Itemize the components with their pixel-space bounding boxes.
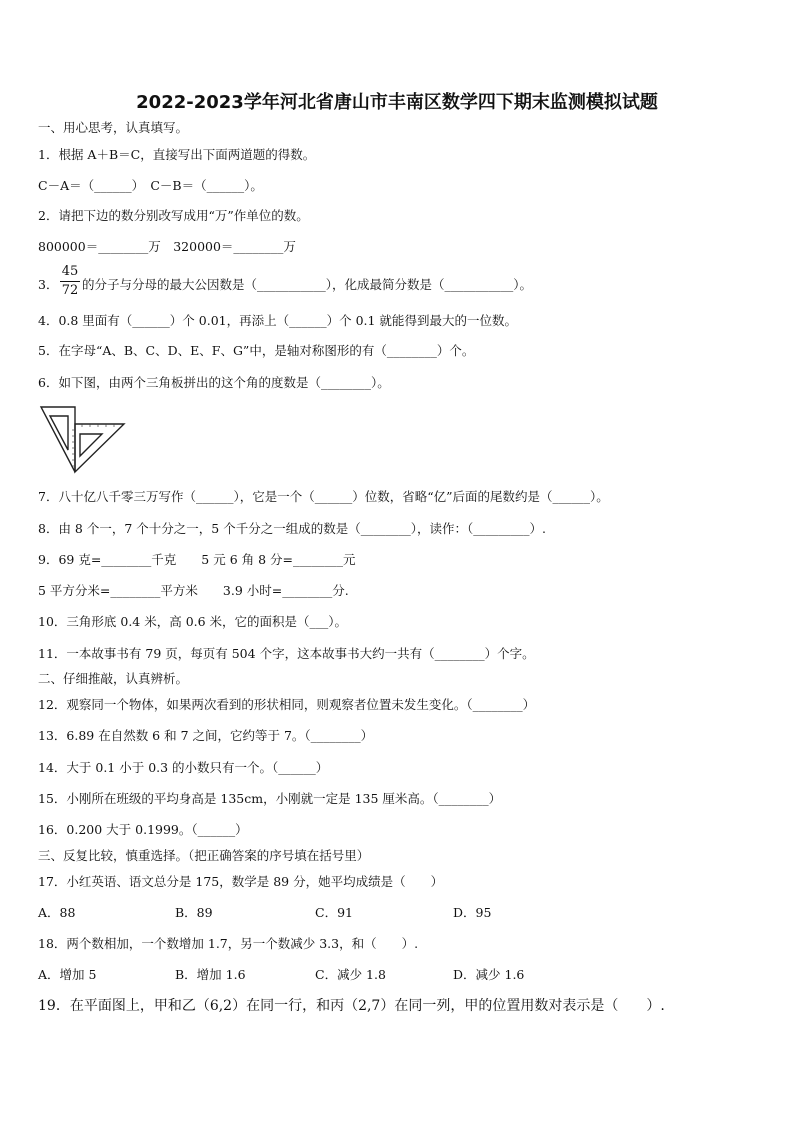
- question-5: 5．在字母“A、B、C、D、E、F、G”中，是轴对称图形的有（________）个。: [38, 343, 475, 358]
- option-d: D．95: [453, 905, 492, 920]
- question-3-text: 的分子与分母的最大公因数是（___________），化成最简分数是（___________）。: [82, 277, 533, 292]
- question-13: 13．6.89 在自然数 6 和 7 之间，它约等于 7。（________）: [38, 728, 374, 743]
- question-3-number: 3．: [38, 277, 59, 292]
- question-11: 11．一本故事书有 79 页，每页有 504 个字，这本故事书大约一共有（________）个字。: [38, 646, 535, 661]
- question-1: 1．根据 A＋B＝C，直接写出下面两道题的得数。: [38, 147, 316, 162]
- set-square-large: [41, 407, 75, 472]
- option-a: A．增加 5: [38, 967, 97, 982]
- question-9-line-1: 9．69 克=________千克 5 元 6 角 8 分=________元: [38, 552, 356, 567]
- question-15: 15．小刚所在班级的平均身高是 135cm，小刚就一定是 135 厘米高。（________）: [38, 791, 502, 806]
- option-b: B．89: [175, 905, 213, 920]
- set-square-figure: [38, 404, 128, 476]
- question-2-blanks: 800000＝________万 320000＝________万: [38, 239, 296, 254]
- option-c: C．91: [315, 905, 353, 920]
- question-17: 17．小红英语、语文总分是 175，数学是 89 分，她平均成绩是（ ）: [38, 874, 444, 889]
- question-14: 14．大于 0.1 小于 0.3 的小数只有一个。（______）: [38, 760, 329, 775]
- option-c: C．减少 1.8: [315, 967, 386, 982]
- ruler-ticks: [72, 424, 114, 466]
- question-8: 8．由 8 个一，7 个十分之一，5 个千分之一组成的数是（________），读作：（_________）.: [38, 521, 546, 536]
- option-b: B．增加 1.6: [175, 967, 246, 982]
- question-18: 18．两个数相加，一个数增加 1.7，另一个数减少 3.3，和（ ）.: [38, 936, 419, 951]
- question-12: 12．观察同一个物体，如果两次看到的形状相同，则观察者位置未发生变化。（________）: [38, 697, 536, 712]
- option-d: D．减少 1.6: [453, 967, 525, 982]
- question-4: 4．0.8 里面有（______）个 0.01，再添上（______）个 0.1 就能得到最大的一位数。: [38, 313, 517, 328]
- question-18-options: [38, 967, 524, 983]
- question-9-line-2: 5 平方分米=________平方米 3.9 小时=________分.: [38, 583, 349, 598]
- question-10: 10．三角形底 0.4 米，高 0.6 米，它的面积是（___）。: [38, 614, 348, 629]
- section-1-heading: 一、用心思考，认真填写。: [38, 120, 189, 135]
- question-6: 6．如下图，由两个三角板拼出的这个角的度数是（________）。: [38, 375, 390, 390]
- section-2-heading: 二、仔细推敲，认真辨析。: [38, 671, 189, 686]
- question-19: 19．在平面图上，甲和乙（6,2）在同一行，和丙（2,7）在同一列，甲的位置用数对表示是（ ）.: [38, 998, 665, 1014]
- fraction-bar: [60, 281, 80, 282]
- set-square-small: [75, 424, 124, 472]
- question-7: 7．八十亿八千零三万写作（______），它是一个（______）位数，省略“亿”后面的尾数约是（______）。: [38, 489, 609, 504]
- question-16: 16．0.200 大于 0.1999。（______）: [38, 822, 248, 837]
- fraction-denominator: 72: [61, 283, 79, 298]
- question-17-options: [38, 905, 491, 921]
- question-2: 2．请把下边的数分别改写成用“万”作单位的数。: [38, 208, 309, 223]
- page-title: 2022-2023学年河北省唐山市丰南区数学四下期末监测模拟试题: [136, 92, 658, 113]
- question-3-fraction: [60, 264, 80, 299]
- option-a: A．88: [38, 905, 76, 920]
- fraction-numerator: 45: [61, 264, 79, 279]
- question-1-blanks: C－A＝（______） C－B＝（______）。: [38, 178, 263, 193]
- section-3-heading: 三、反复比较，慎重选择。（把正确答案的序号填在括号里）: [38, 848, 370, 863]
